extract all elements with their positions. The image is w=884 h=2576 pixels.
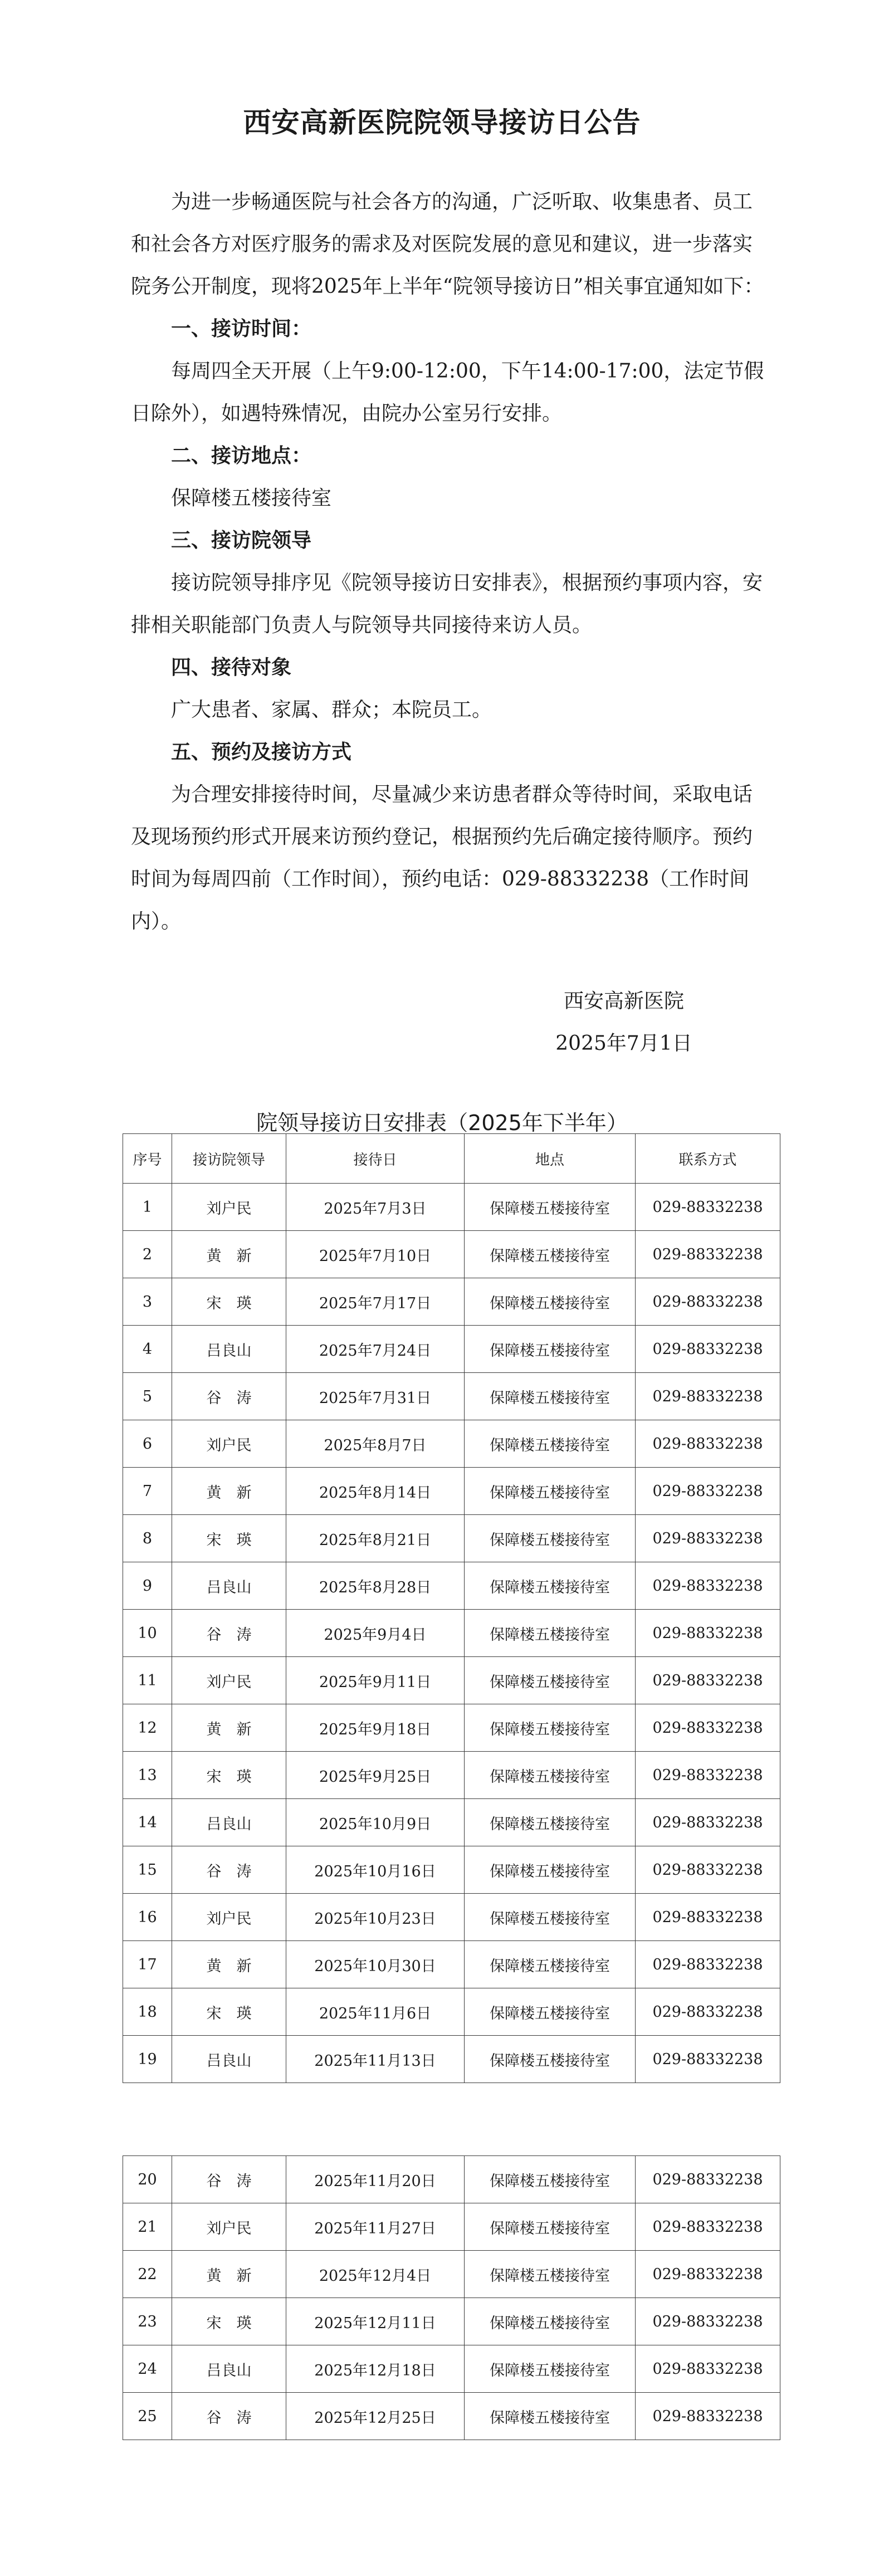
cell-index: 12 [123,1704,172,1752]
cell-leader: 吕良山 [172,2036,286,2083]
cell-index: 1 [123,1184,172,1231]
schedule-table-body-continued [123,2156,780,2440]
cell-leader: 宋 瑛 [172,1752,286,1799]
section-heading-leaders: 三、接访院领导 [171,529,312,552]
section-heading-location: 二、接访地点： [171,444,312,467]
schedule-table-title: 院领导接访日安排表（2025年下半年） [256,1111,628,1135]
cell-contact: 029-88332238 [636,2036,780,2083]
table-row [123,1562,780,1610]
cell-contact: 029-88332238 [636,1278,780,1326]
cell-contact: 029-88332238 [636,1799,780,1846]
cell-contact: 029-88332238 [636,1941,780,1988]
cell-date: 2025年10月16日 [286,1846,465,1894]
cell-index: 10 [123,1610,172,1657]
table-row [123,1373,780,1420]
cell-location: 保障楼五楼接待室 [465,1278,636,1326]
cell-leader: 刘户民 [172,1420,286,1468]
signature-org: 西安高新医院 [563,990,684,1013]
cell-location: 保障楼五楼接待室 [465,1562,636,1610]
table-row [123,1468,780,1515]
cell-location: 保障楼五楼接待室 [465,1515,636,1562]
cell-location: 保障楼五楼接待室 [465,2036,636,2083]
cell-index: 4 [123,1326,172,1373]
section-heading-appointment: 五、预约及接访方式 [171,741,352,764]
signature-date: 2025年7月1日 [555,1032,692,1055]
cell-leader: 宋 瑛 [172,1278,286,1326]
cell-leader: 刘户民 [172,2203,286,2251]
section-body-time: 每周四全天开展（上午9:00-12:00，下午14:00-17:00，法定节假日除外），如遇特殊情况，由院办公室另行安排。 [131,360,764,425]
cell-date: 2025年11月20日 [286,2156,465,2203]
table-row [123,2036,780,2083]
signature-block [512,980,735,1065]
cell-location: 保障楼五楼接待室 [465,1799,636,1846]
intro-paragraph: 为进一步畅通医院与社会各方的沟通，广泛听取、收集患者、员工和社会各方对医疗服务的需求及对医院发展的意见和建议，进一步落实院务公开制度，现将2025年上半年“院领导接访日”相关事宜通知如下： [131,190,764,298]
cell-index: 19 [123,2036,172,2083]
cell-date: 2025年7月31日 [286,1373,465,1420]
table-row [123,1420,780,1468]
cell-location: 保障楼五楼接待室 [465,1657,636,1704]
table-row [123,2298,780,2345]
cell-index: 9 [123,1562,172,1610]
cell-index: 21 [123,2203,172,2251]
cell-index: 17 [123,1941,172,1988]
table-header-row [123,1134,780,1184]
cell-index: 11 [123,1657,172,1704]
table-row [123,1184,780,1231]
table-row [123,1752,780,1799]
cell-date: 2025年12月18日 [286,2345,465,2393]
cell-leader: 谷 涛 [172,2156,286,2203]
table-row [123,2251,780,2298]
cell-leader: 宋 瑛 [172,1988,286,2036]
cell-date: 2025年9月4日 [286,1610,465,1657]
cell-contact: 029-88332238 [636,2393,780,2440]
cell-date: 2025年8月7日 [286,1420,465,1468]
cell-location: 保障楼五楼接待室 [465,2203,636,2251]
cell-location: 保障楼五楼接待室 [465,1184,636,1231]
cell-date: 2025年10月30日 [286,1941,465,1988]
cell-date: 2025年12月11日 [286,2298,465,2345]
table-row [123,1231,780,1278]
cell-index: 18 [123,1988,172,2036]
cell-contact: 029-88332238 [636,1894,780,1941]
section-body-leaders: 接访院领导排序见《院领导接访日安排表》，根据预约事项内容，安排相关职能部门负责人与院领导共同接待来访人员。 [131,571,763,637]
table-row [123,1278,780,1326]
cell-date: 2025年8月21日 [286,1515,465,1562]
cell-location: 保障楼五楼接待室 [465,1231,636,1278]
cell-location: 保障楼五楼接待室 [465,1846,636,1894]
table-row [123,1846,780,1894]
table-row [123,2345,780,2393]
table-row [123,1799,780,1846]
cell-date: 2025年7月17日 [286,1278,465,1326]
table-row [123,1894,780,1941]
notice-body [131,181,766,943]
cell-date: 2025年10月9日 [286,1799,465,1846]
cell-location: 保障楼五楼接待室 [465,2345,636,2393]
table-row [123,1704,780,1752]
cell-index: 14 [123,1799,172,1846]
cell-location: 保障楼五楼接待室 [465,1941,636,1988]
cell-leader: 谷 涛 [172,2393,286,2440]
cell-date: 2025年9月25日 [286,1752,465,1799]
section-heading-time: 一、接访时间： [171,317,312,340]
cell-location: 保障楼五楼接待室 [465,1704,636,1752]
cell-date: 2025年12月4日 [286,2251,465,2298]
cell-location: 保障楼五楼接待室 [465,2251,636,2298]
table-row [123,1941,780,1988]
cell-index: 3 [123,1278,172,1326]
cell-location: 保障楼五楼接待室 [465,2156,636,2203]
cell-index: 25 [123,2393,172,2440]
header-cell-location: 地点 [465,1134,636,1184]
cell-date: 2025年12月25日 [286,2393,465,2440]
cell-leader: 吕良山 [172,1562,286,1610]
cell-contact: 029-88332238 [636,1657,780,1704]
cell-leader: 谷 涛 [172,1610,286,1657]
cell-index: 22 [123,2251,172,2298]
cell-leader: 黄 新 [172,1704,286,1752]
cell-date: 2025年7月10日 [286,1231,465,1278]
cell-leader: 宋 瑛 [172,2298,286,2345]
cell-contact: 029-88332238 [636,1468,780,1515]
cell-leader: 宋 瑛 [172,1515,286,1562]
cell-location: 保障楼五楼接待室 [465,1988,636,2036]
cell-contact: 029-88332238 [636,1610,780,1657]
table-row [123,1610,780,1657]
cell-index: 7 [123,1468,172,1515]
cell-contact: 029-88332238 [636,1988,780,2036]
cell-location: 保障楼五楼接待室 [465,1468,636,1515]
cell-leader: 黄 新 [172,1941,286,1988]
header-cell-index: 序号 [123,1134,172,1184]
cell-location: 保障楼五楼接待室 [465,1420,636,1468]
cell-leader: 吕良山 [172,1799,286,1846]
cell-date: 2025年10月23日 [286,1894,465,1941]
cell-index: 13 [123,1752,172,1799]
cell-leader: 吕良山 [172,2345,286,2393]
cell-date: 2025年7月3日 [286,1184,465,1231]
section-body-appointment: 为合理安排接待时间，尽量减少来访患者群众等待时间，采取电话及现场预约形式开展来访预约登记，根据预约先后确定接待顺序。预约时间为每周四前（工作时间），预约电话：029-88332238（工作时间内）。 [131,783,753,933]
cell-leader: 黄 新 [172,1231,286,1278]
cell-index: 8 [123,1515,172,1562]
cell-leader: 刘户民 [172,1894,286,1941]
cell-date: 2025年9月18日 [286,1704,465,1752]
cell-leader: 谷 涛 [172,1373,286,1420]
cell-leader: 吕良山 [172,1326,286,1373]
cell-location: 保障楼五楼接待室 [465,1326,636,1373]
cell-contact: 029-88332238 [636,1704,780,1752]
schedule-table [123,1133,780,2083]
cell-location: 保障楼五楼接待室 [465,1610,636,1657]
cell-contact: 029-88332238 [636,1326,780,1373]
cell-leader: 谷 涛 [172,1846,286,1894]
cell-index: 24 [123,2345,172,2393]
cell-index: 6 [123,1420,172,1468]
cell-leader: 刘户民 [172,1184,286,1231]
schedule-table-continued [123,2155,780,2440]
header-cell-leader: 接访院领导 [172,1134,286,1184]
cell-index: 16 [123,1894,172,1941]
cell-contact: 029-88332238 [636,2156,780,2203]
cell-date: 2025年9月11日 [286,1657,465,1704]
section-body-location: 保障楼五楼接待室 [171,487,332,510]
section-body-targets: 广大患者、家属、群众；本院员工。 [171,698,492,721]
cell-contact: 029-88332238 [636,1373,780,1420]
cell-index: 23 [123,2298,172,2345]
cell-location: 保障楼五楼接待室 [465,1894,636,1941]
cell-contact: 029-88332238 [636,1231,780,1278]
cell-contact: 029-88332238 [636,1562,780,1610]
cell-location: 保障楼五楼接待室 [465,2393,636,2440]
table-row [123,1657,780,1704]
cell-contact: 029-88332238 [636,2251,780,2298]
cell-leader: 刘户民 [172,1657,286,1704]
cell-location: 保障楼五楼接待室 [465,2298,636,2345]
cell-contact: 029-88332238 [636,1752,780,1799]
cell-date: 2025年7月24日 [286,1326,465,1373]
table-row [123,1988,780,2036]
cell-index: 5 [123,1373,172,1420]
cell-location: 保障楼五楼接待室 [465,1373,636,1420]
cell-index: 2 [123,1231,172,1278]
table-row [123,2203,780,2251]
cell-contact: 029-88332238 [636,2203,780,2251]
table-row [123,1326,780,1373]
table-row [123,2393,780,2440]
header-cell-contact: 联系方式 [636,1134,780,1184]
cell-date: 2025年11月6日 [286,1988,465,2036]
cell-contact: 029-88332238 [636,2345,780,2393]
cell-contact: 029-88332238 [636,2298,780,2345]
schedule-table-body [123,1184,780,2083]
cell-date: 2025年8月28日 [286,1562,465,1610]
header-cell-date: 接待日 [286,1134,465,1184]
section-heading-targets: 四、接待对象 [171,656,292,679]
cell-date: 2025年11月27日 [286,2203,465,2251]
cell-contact: 029-88332238 [636,1420,780,1468]
cell-leader: 黄 新 [172,2251,286,2298]
cell-date: 2025年8月14日 [286,1468,465,1515]
cell-location: 保障楼五楼接待室 [465,1752,636,1799]
cell-leader: 黄 新 [172,1468,286,1515]
cell-index: 15 [123,1846,172,1894]
cell-contact: 029-88332238 [636,1846,780,1894]
page-title: 西安高新医院院领导接访日公告 [243,106,641,139]
table-row [123,2156,780,2203]
cell-index: 20 [123,2156,172,2203]
cell-contact: 029-88332238 [636,1184,780,1231]
cell-date: 2025年11月13日 [286,2036,465,2083]
table-row [123,1515,780,1562]
cell-contact: 029-88332238 [636,1515,780,1562]
